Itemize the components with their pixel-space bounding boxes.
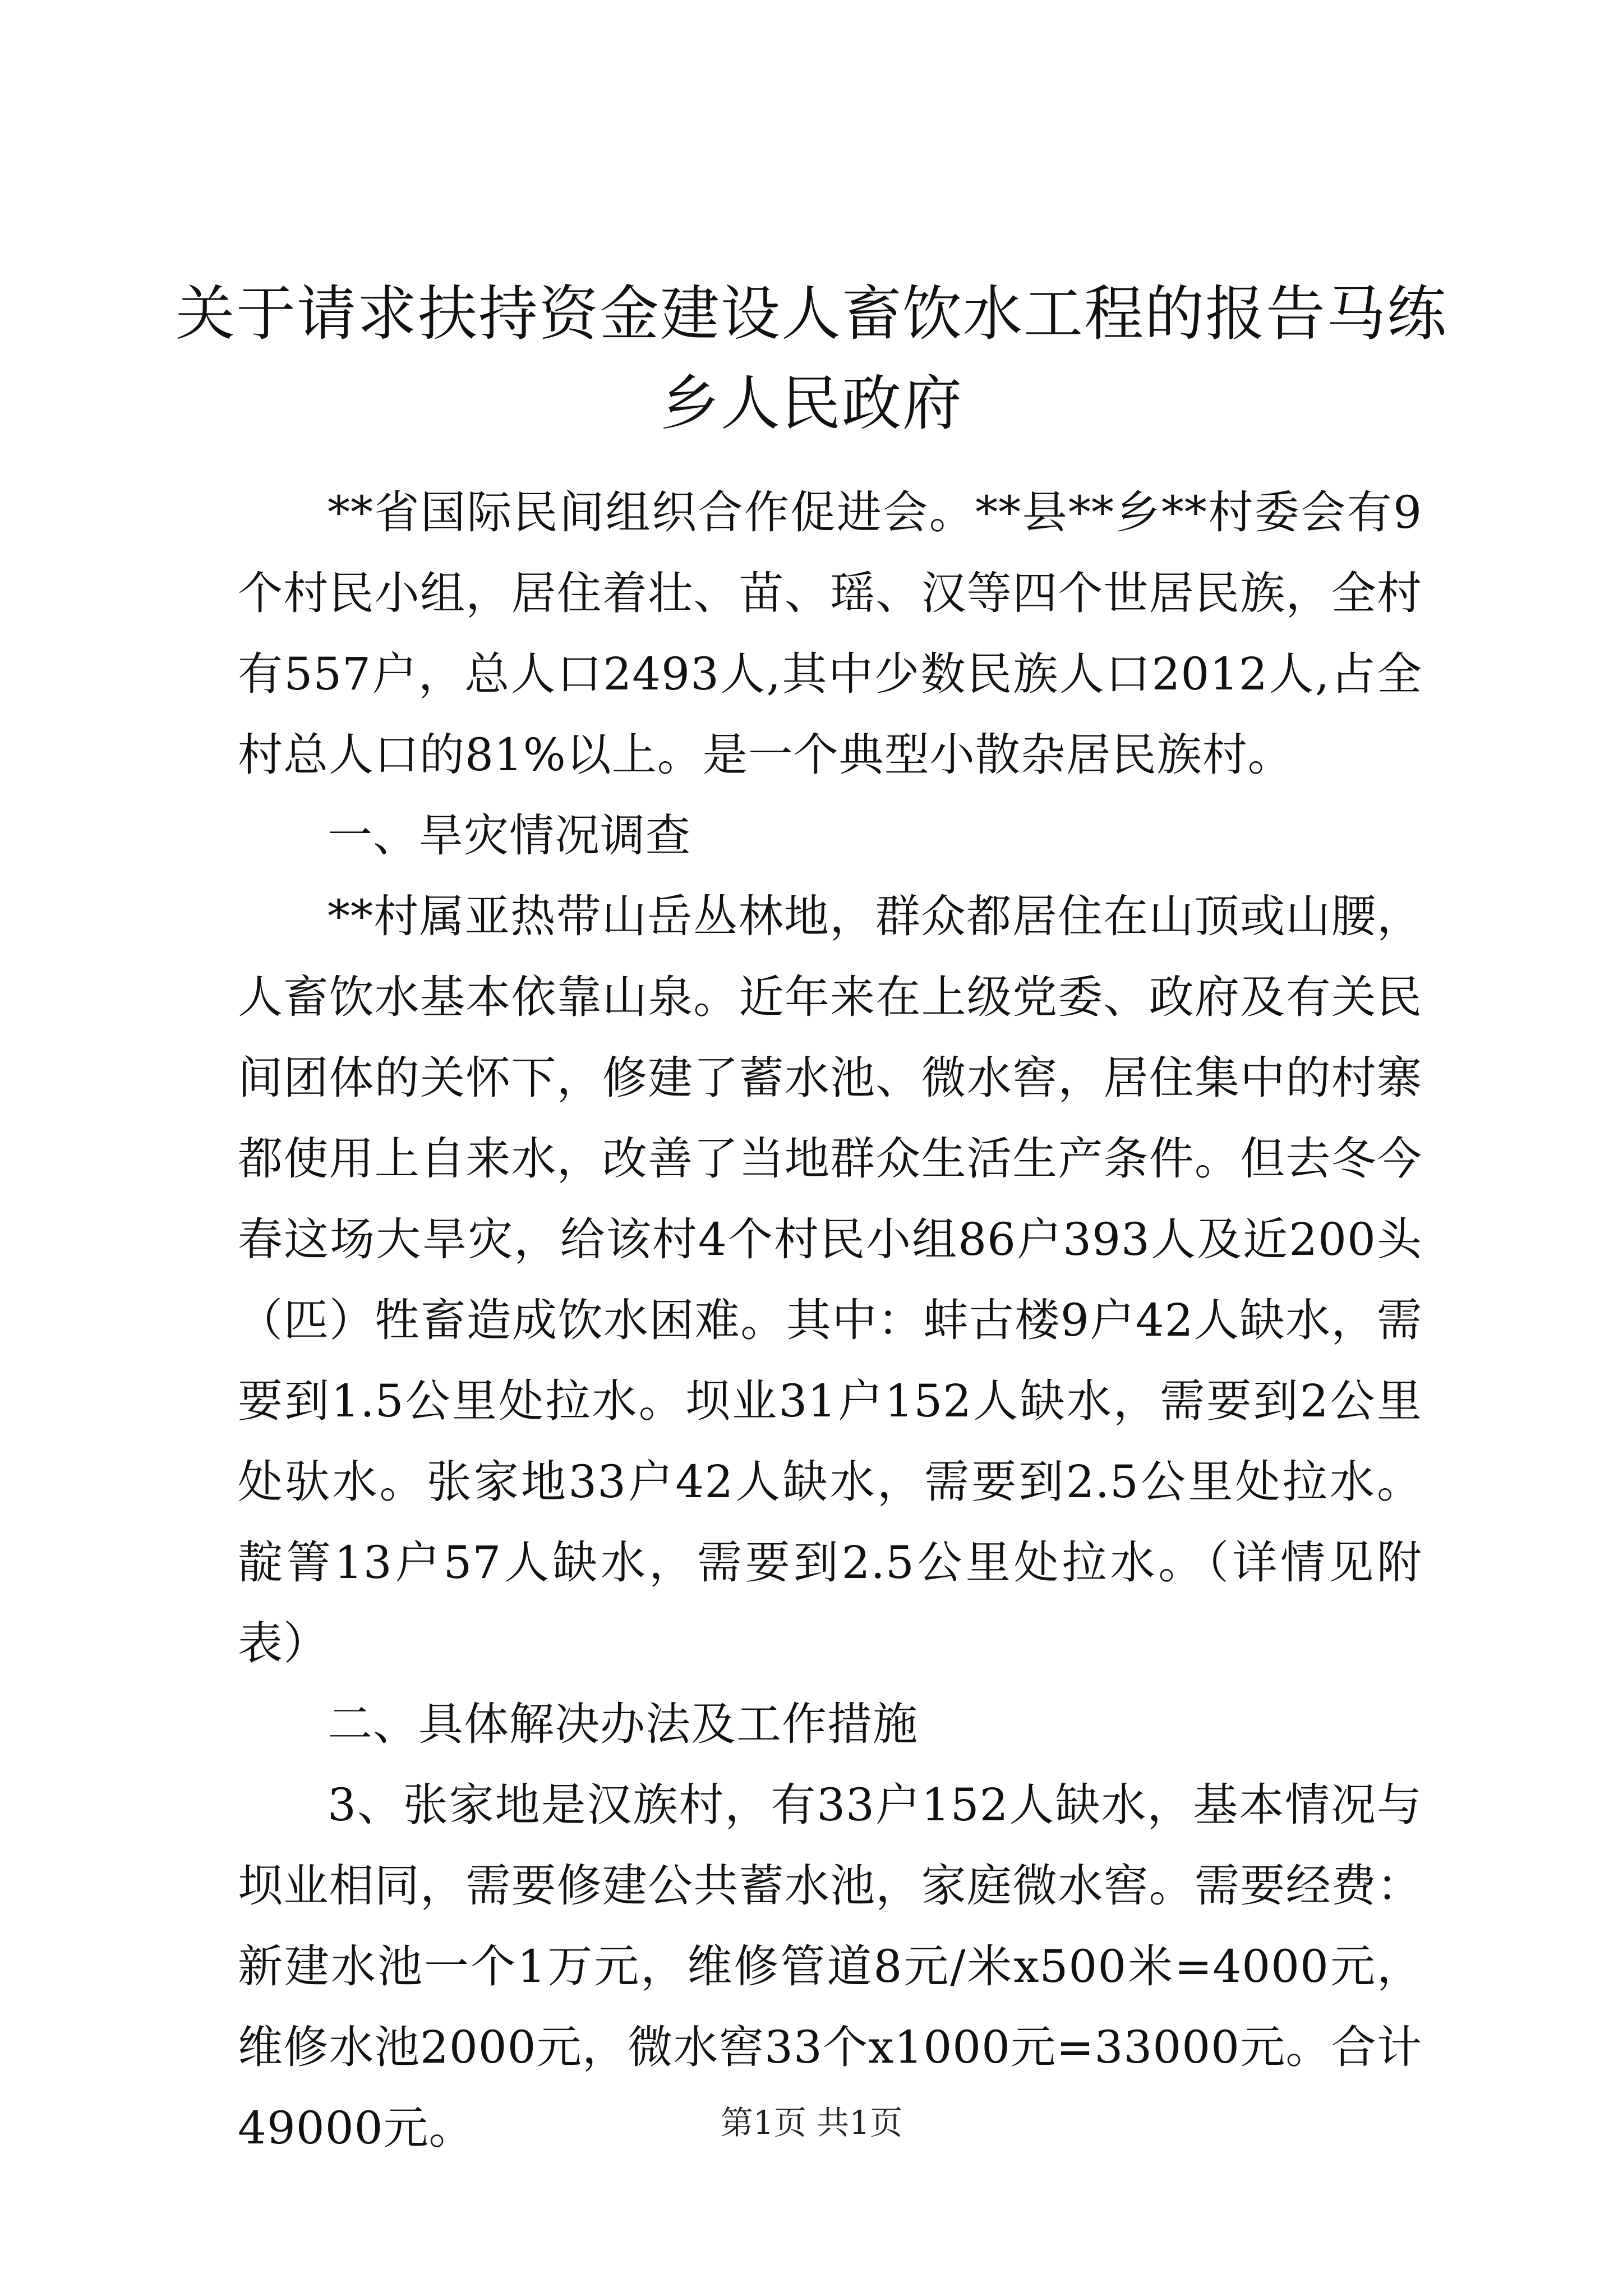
document-body: [238, 472, 1422, 2169]
paragraph-drought-details: **村属亚热带山岳丛林地，群众都居住在山顶或山腰，人畜饮水基本依靠山泉。近年来在上级党委、政府及有关民间团体的关怀下，修建了蓄水池、微水窖，居住集中的村寨都使用上自来水，改善了当地群众生活生产条件。但去冬今春这场大旱灾，给该村4个村民小组86户393人及近200头（匹）牲畜造成饮水困难。其中：蚌古楼9户42人缺水，需要到1.5公里处拉水。坝业31户152人缺水，需要到2公里处驮水。张家地33户42人缺水，需要到2.5公里处拉水。靛箐13户57人缺水，需要到2.5公里处拉水。（详情见附表）: [238, 890, 1422, 1669]
paragraph-zhangjiadi: 3、张家地是汉族村，有33户152人缺水，基本情况与坝业相同，需要修建公共蓄水池，家庭微水窖。需要经费：新建水池一个1万元，维修管道8元/米x500米=4000元，维修水池2000元，微水窖33个x1000元=33000元。合计49000元。: [238, 1779, 1422, 2154]
page-footer: 第1页 共1页: [720, 2104, 903, 2142]
document-title: 关于请求扶持资金建设人畜饮水工程的报告马练乡人民政府: [176, 279, 1447, 438]
section-heading-solutions: 二、具体解决办法及工作措施: [328, 1698, 918, 1750]
section-heading-drought-survey: 一、旱灾情况调查: [328, 809, 691, 862]
paragraph-intro: **省国际民间组织合作促进会。**县**乡**村委会有9个村民小组，居住着壮、苗、瑶、汉等四个世居民族，全村有557户，总人口2493人,其中少数民族人口2012人,占全村总人口的81%以上。是一个典型小散杂居民族村。: [238, 486, 1422, 781]
